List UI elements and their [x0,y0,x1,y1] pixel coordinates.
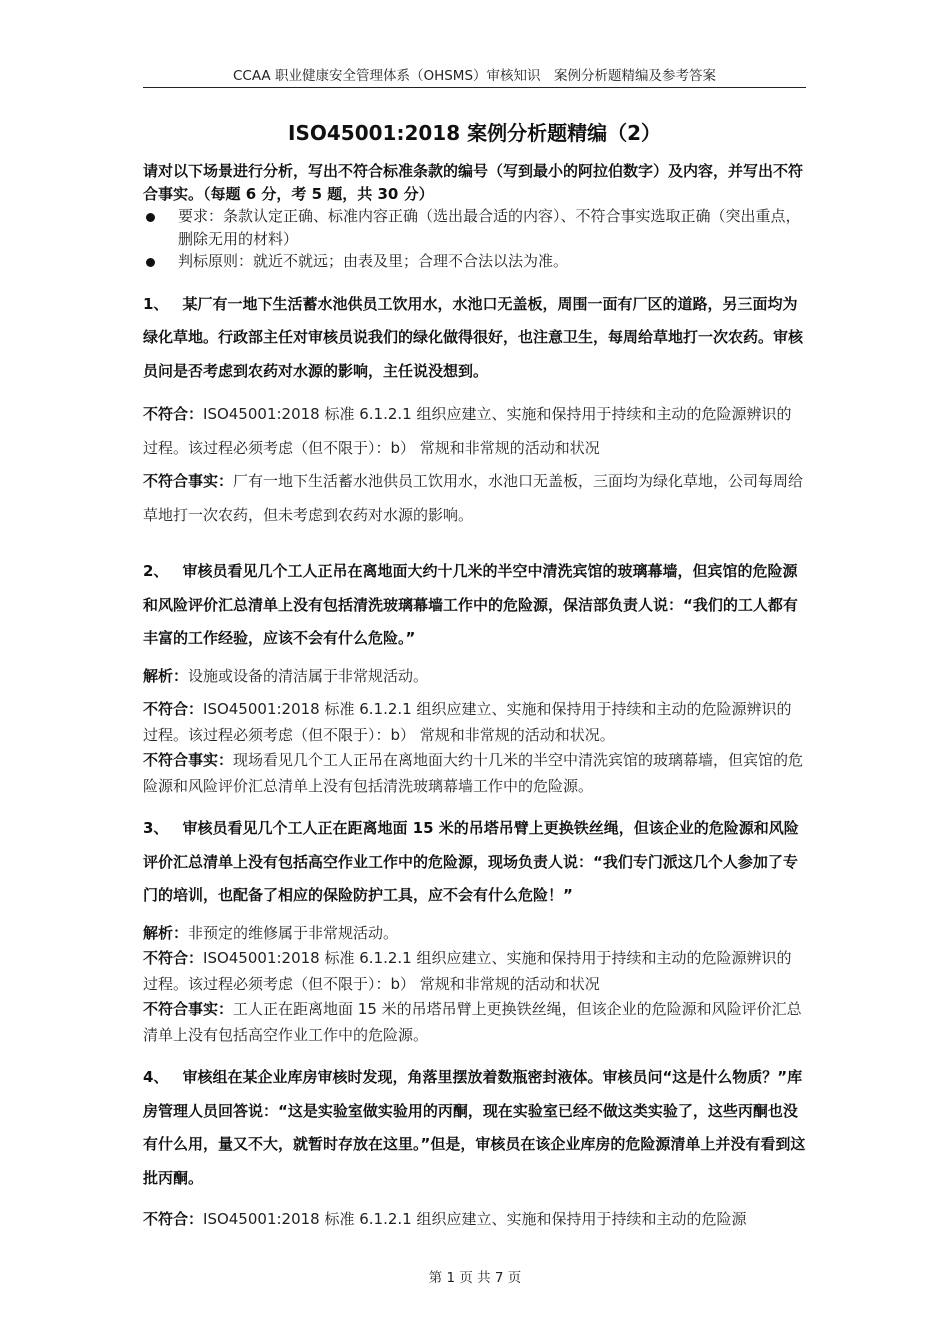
document-body [143,160,806,1237]
header-divider [143,87,806,88]
bullet-text: 判标原则：就近不就远；由表及里；合理不合法以法为准。 [178,252,569,270]
case-4 [143,1061,806,1237]
bullet-text: 要求：条款认定正确、标准内容正确（选出最合适的内容）、不符合事实选取正确（突出重点，删除无用的材料） [178,207,801,248]
case-question-text: 审核组在某企业库房审核时发现，角落里摆放着数瓶密封液体。审核员问“这是什么物质？”库房管理人员回答说：“这是实验室做实验用的丙酮，现在实验室已经不做这类实验了，这些丙酮也没有什么用，量又不大，就暂时存放在这里。”但是，审核员在该企业库房的危险源清单上并没有看到这批丙酮。 [143,1068,806,1187]
nonconformity [143,697,806,748]
case-question [143,1061,806,1195]
analysis-label: 解析： [143,666,189,685]
case-1 [143,288,806,533]
case-question [143,812,806,913]
nonconformity-label: 不符合： [143,949,204,967]
case-question-text: 审核员看见几个工人正在距离地面 15 米的吊塔吊臂上更换铁丝绳，但该企业的危险源和风险评价汇总清单上没有包括高空作业工作中的危险源，现场负责人说：“我们专门派这几个人参加了专门的培训，也配备了相应的保险防护工具，应不会有什么危险！” [143,819,799,904]
nonconformity-text: ISO45001:2018 标准 6.1.2.1 组织应建立、实施和保持用于持续和主动的危险源辨识的过程。该过程必须考虑（但不限于）：b） 常规和非常规的活动和状况 [143,949,792,993]
analysis-text: 设施或设备的清洁属于非常规活动。 [188,666,429,685]
fact-label: 不符合事实： [143,751,234,769]
analysis-text: 非预定的维修属于非常规活动。 [188,923,399,942]
case-question [143,555,806,656]
bullet-dot-icon [146,258,155,267]
fact-text: 工人正在距离地面 15 米的吊塔吊臂上更换铁丝绳，但该企业的危险源和风险评价汇总清单上没有包括高空作业工作中的危险源。 [143,1000,802,1044]
page-number: 第 1 页 共 7 页 [428,1270,522,1286]
fact-text: 现场看见几个工人正吊在离地面大约十几米的半空中清洗宾馆的玻璃幕墙，但宾馆的危险源和风险评价汇总清单上没有包括清洗玻璃幕墙工作中的危险源。 [143,751,804,795]
nonconformity-label: 不符合： [143,405,204,423]
nonconformity [143,946,806,997]
case-number: 2、 [143,562,169,580]
nonconformity-text: ISO45001:2018 标准 6.1.2.1 组织应建立、实施和保持用于持续和主动的危险源 [203,1210,747,1228]
case-2 [143,555,806,799]
bullet-dot-icon [146,213,155,222]
case-number: 4、 [143,1068,169,1086]
nonconformity-fact [143,748,806,799]
case-question-text: 审核员看见几个工人正吊在离地面大约十几米的半空中清洗宾馆的玻璃幕墙，但宾馆的危险源和风险评价汇总清单上没有包括清洗玻璃幕墙工作中的危险源，保洁部负责人说：“我们的工人都有丰富的工作经验，应该不会有什么危险。” [143,562,798,647]
page-header: CCAA 职业健康安全管理体系（OHSMS）审核知识 案例分析题精编及参考答案 [232,68,717,84]
nonconformity [143,398,806,465]
case-number: 3、 [143,819,169,837]
analysis [143,921,806,947]
fact-label: 不符合事实： [143,1000,234,1018]
case-3 [143,812,806,1048]
instructions: 请对以下场景进行分析，写出不符合标准条款的编号（写到最小的阿拉伯数字）及内容，并写出不符合事实。（每题 6 分，考 5 题，共 30 分） [143,162,804,203]
nonconformity-fact [143,997,806,1048]
bullet-item [143,205,806,250]
nonconformity-text: ISO45001:2018 标准 6.1.2.1 组织应建立、实施和保持用于持续和主动的危险源辨识的过程。该过程必须考虑（但不限于）：b） 常规和非常规的活动和状况 [143,405,792,457]
nonconformity-label: 不符合： [143,700,204,718]
case-question [143,288,806,389]
fact-label: 不符合事实： [143,472,234,490]
document-title: ISO45001:2018 案例分析题精编（2） [288,121,661,145]
analysis-label: 解析： [143,923,189,942]
nonconformity [143,1203,806,1237]
requirement-list [143,205,806,273]
bullet-item [143,250,806,273]
nonconformity-label: 不符合： [143,1210,204,1228]
case-number: 1、 [143,294,169,313]
nonconformity-text: ISO45001:2018 标准 6.1.2.1 组织应建立、实施和保持用于持续和主动的危险源辨识的过程。该过程必须考虑（但不限于）：b） 常规和非常规的活动和状况。 [143,700,792,744]
fact-text: 厂有一地下生活蓄水池供员工饮用水，水池口无盖板，三面均为绿化草地，公司每周给草地打一次农药，但未考虑到农药对水源的影响。 [143,472,804,524]
analysis [143,660,806,694]
nonconformity-fact [143,465,806,532]
case-question-text: 某厂有一地下生活蓄水池供员工饮用水，水池口无盖板，周围一面有厂区的道路，另三面均为绿化草地。行政部主任对审核员说我们的绿化做得很好，也注意卫生，每周给草地打一次农药。审核员问是否考虑到农药对水源的影响，主任说没想到。 [143,294,804,380]
